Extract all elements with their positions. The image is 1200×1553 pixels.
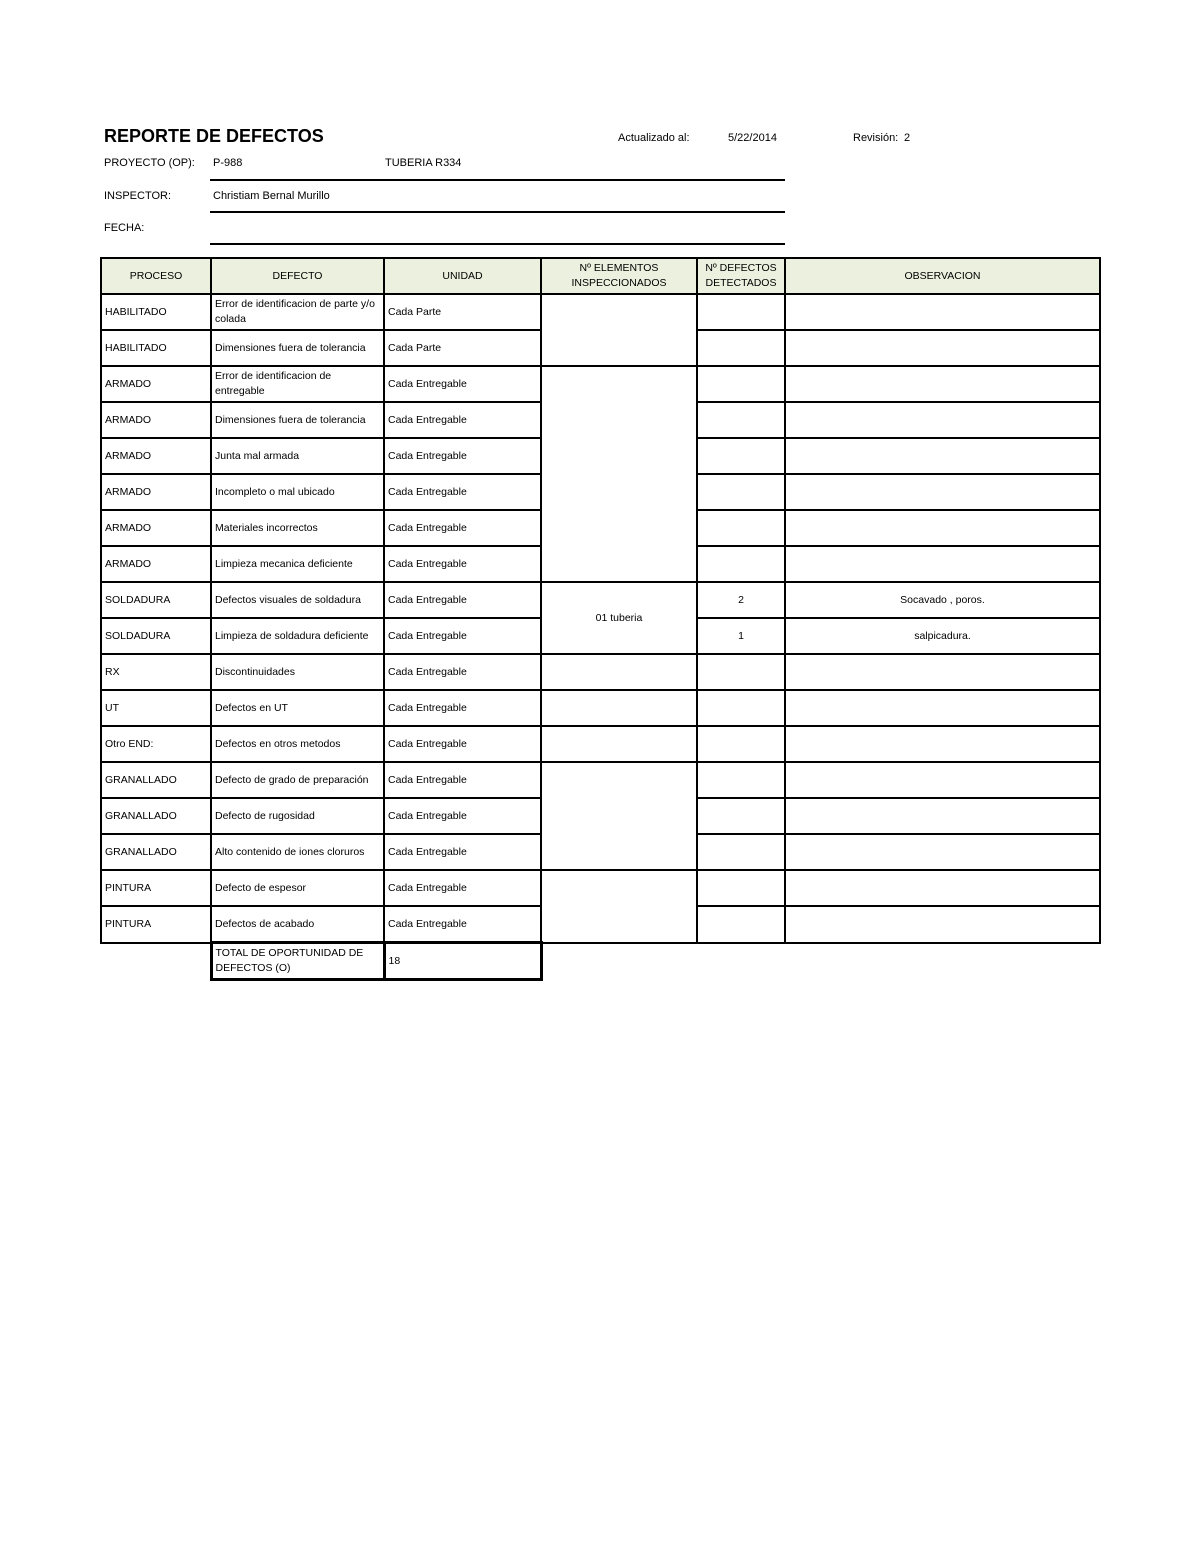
table-row bbox=[101, 726, 1100, 762]
project-underline bbox=[210, 179, 785, 181]
cell-proceso: PINTURA bbox=[101, 906, 211, 943]
table-row bbox=[101, 690, 1100, 726]
date-underline bbox=[210, 243, 785, 245]
cell-proceso: HABILITADO bbox=[101, 294, 211, 330]
cell-proceso: ARMADO bbox=[101, 546, 211, 582]
cell-detectados bbox=[697, 726, 785, 762]
cell-proceso: GRANALLADO bbox=[101, 762, 211, 798]
cell-unidad: Cada Entregable bbox=[384, 726, 541, 762]
cell-observacion bbox=[785, 726, 1100, 762]
cell-defecto: Defectos visuales de soldadura bbox=[211, 582, 384, 618]
project-label: PROYECTO (OP): bbox=[104, 157, 195, 169]
cell-detectados bbox=[697, 906, 785, 943]
cell-proceso: ARMADO bbox=[101, 510, 211, 546]
cell-unidad: Cada Entregable bbox=[384, 402, 541, 438]
cell-defecto: Junta mal armada bbox=[211, 438, 384, 474]
column-header-elementos: Nº ELEMENTOS INSPECCIONADOS bbox=[541, 258, 697, 294]
cell-observacion bbox=[785, 834, 1100, 870]
cell-observacion bbox=[785, 870, 1100, 906]
total-spacer bbox=[101, 943, 211, 980]
cell-detectados bbox=[697, 510, 785, 546]
cell-proceso: Otro END: bbox=[101, 726, 211, 762]
cell-unidad: Cada Entregable bbox=[384, 870, 541, 906]
cell-defecto: Limpieza de soldadura deficiente bbox=[211, 618, 384, 654]
cell-elementos: 01 tuberia bbox=[541, 582, 697, 654]
total-row bbox=[101, 943, 1100, 980]
cell-defecto: Incompleto o mal ubicado bbox=[211, 474, 384, 510]
table-row bbox=[101, 366, 1100, 402]
cell-proceso: PINTURA bbox=[101, 870, 211, 906]
cell-detectados bbox=[697, 762, 785, 798]
defects-table bbox=[100, 257, 1101, 981]
cell-unidad: Cada Entregable bbox=[384, 474, 541, 510]
cell-observacion bbox=[785, 798, 1100, 834]
cell-proceso: ARMADO bbox=[101, 366, 211, 402]
cell-defecto: Error de identificacion de parte y/o colada bbox=[211, 294, 384, 330]
cell-defecto: Defectos en UT bbox=[211, 690, 384, 726]
cell-proceso: SOLDADURA bbox=[101, 618, 211, 654]
inspector-label: INSPECTOR: bbox=[104, 190, 172, 202]
column-header-defecto: DEFECTO bbox=[211, 258, 384, 294]
cell-observacion bbox=[785, 690, 1100, 726]
cell-detectados bbox=[697, 402, 785, 438]
cell-detectados bbox=[697, 366, 785, 402]
column-header-detectados: Nº DEFECTOS DETECTADOS bbox=[697, 258, 785, 294]
cell-detectados bbox=[697, 330, 785, 366]
date-label: FECHA: bbox=[104, 222, 145, 234]
cell-detectados: 1 bbox=[697, 618, 785, 654]
cell-elementos bbox=[541, 690, 697, 726]
cell-observacion bbox=[785, 762, 1100, 798]
cell-unidad: Cada Entregable bbox=[384, 510, 541, 546]
cell-detectados bbox=[697, 798, 785, 834]
cell-detectados bbox=[697, 474, 785, 510]
cell-detectados bbox=[697, 870, 785, 906]
cell-unidad: Cada Parte bbox=[384, 330, 541, 366]
total-spacer bbox=[697, 943, 785, 980]
cell-proceso: RX bbox=[101, 654, 211, 690]
revision-label: Revisión: bbox=[853, 132, 899, 144]
cell-defecto: Dimensiones fuera de tolerancia bbox=[211, 330, 384, 366]
cell-proceso: HABILITADO bbox=[101, 330, 211, 366]
cell-elementos bbox=[541, 294, 697, 366]
inspector-underline bbox=[210, 211, 785, 213]
cell-observacion bbox=[785, 294, 1100, 330]
cell-elementos bbox=[541, 366, 697, 582]
cell-observacion bbox=[785, 438, 1100, 474]
cell-unidad: Cada Entregable bbox=[384, 618, 541, 654]
cell-unidad: Cada Entregable bbox=[384, 546, 541, 582]
cell-detectados bbox=[697, 834, 785, 870]
cell-elementos bbox=[541, 726, 697, 762]
table-row bbox=[101, 762, 1100, 798]
cell-proceso: ARMADO bbox=[101, 474, 211, 510]
cell-defecto: Defectos en otros metodos bbox=[211, 726, 384, 762]
cell-observacion bbox=[785, 330, 1100, 366]
cell-defecto: Dimensiones fuera de tolerancia bbox=[211, 402, 384, 438]
cell-defecto: Defectos de acabado bbox=[211, 906, 384, 943]
column-header-proceso: PROCESO bbox=[101, 258, 211, 294]
cell-unidad: Cada Entregable bbox=[384, 834, 541, 870]
cell-defecto: Materiales incorrectos bbox=[211, 510, 384, 546]
cell-observacion bbox=[785, 510, 1100, 546]
project-value: P-988 bbox=[213, 157, 243, 169]
cell-observacion: Socavado , poros. bbox=[785, 582, 1100, 618]
total-spacer bbox=[785, 943, 1100, 980]
cell-proceso: SOLDADURA bbox=[101, 582, 211, 618]
total-spacer bbox=[541, 943, 697, 980]
cell-defecto: Limpieza mecanica deficiente bbox=[211, 546, 384, 582]
cell-detectados bbox=[697, 690, 785, 726]
cell-defecto: Defecto de espesor bbox=[211, 870, 384, 906]
table-row bbox=[101, 654, 1100, 690]
cell-unidad: Cada Entregable bbox=[384, 798, 541, 834]
inspector-value: Christiam Bernal Murillo bbox=[213, 190, 330, 202]
cell-proceso: GRANALLADO bbox=[101, 834, 211, 870]
table-header-row bbox=[101, 258, 1100, 294]
cell-unidad: Cada Entregable bbox=[384, 582, 541, 618]
cell-unidad: Cada Entregable bbox=[384, 366, 541, 402]
cell-observacion bbox=[785, 474, 1100, 510]
cell-proceso: ARMADO bbox=[101, 438, 211, 474]
cell-defecto: Alto contenido de iones cloruros bbox=[211, 834, 384, 870]
cell-observacion: salpicadura. bbox=[785, 618, 1100, 654]
cell-defecto: Discontinuidades bbox=[211, 654, 384, 690]
cell-elementos bbox=[541, 870, 697, 943]
cell-defecto: Defecto de rugosidad bbox=[211, 798, 384, 834]
updated-value: 5/22/2014 bbox=[728, 132, 777, 144]
cell-unidad: Cada Entregable bbox=[384, 438, 541, 474]
total-value: 18 bbox=[384, 943, 541, 980]
cell-observacion bbox=[785, 366, 1100, 402]
revision-value: 2 bbox=[904, 132, 911, 144]
cell-unidad: Cada Entregable bbox=[384, 906, 541, 943]
table-row bbox=[101, 294, 1100, 330]
updated-label: Actualizado al: bbox=[618, 132, 690, 144]
cell-observacion bbox=[785, 906, 1100, 943]
cell-defecto: Error de identificacion de entregable bbox=[211, 366, 384, 402]
cell-observacion bbox=[785, 654, 1100, 690]
table-body bbox=[101, 294, 1100, 980]
cell-proceso: UT bbox=[101, 690, 211, 726]
cell-unidad: Cada Entregable bbox=[384, 690, 541, 726]
cell-unidad: Cada Parte bbox=[384, 294, 541, 330]
cell-detectados bbox=[697, 438, 785, 474]
table-row bbox=[101, 870, 1100, 906]
project-description: TUBERIA R334 bbox=[385, 157, 462, 169]
cell-defecto: Defecto de grado de preparación bbox=[211, 762, 384, 798]
cell-elementos bbox=[541, 654, 697, 690]
table-row bbox=[101, 582, 1100, 618]
cell-proceso: ARMADO bbox=[101, 402, 211, 438]
column-header-unidad: UNIDAD bbox=[384, 258, 541, 294]
cell-observacion bbox=[785, 402, 1100, 438]
cell-proceso: GRANALLADO bbox=[101, 798, 211, 834]
cell-unidad: Cada Entregable bbox=[384, 762, 541, 798]
cell-observacion bbox=[785, 546, 1100, 582]
cell-elementos bbox=[541, 762, 697, 870]
cell-detectados bbox=[697, 546, 785, 582]
column-header-observacion: OBSERVACION bbox=[785, 258, 1100, 294]
cell-unidad: Cada Entregable bbox=[384, 654, 541, 690]
cell-detectados: 2 bbox=[697, 582, 785, 618]
cell-detectados bbox=[697, 294, 785, 330]
cell-detectados bbox=[697, 654, 785, 690]
report-title: REPORTE DE DEFECTOS bbox=[104, 126, 324, 146]
total-label: TOTAL DE OPORTUNIDAD DE DEFECTOS (O) bbox=[211, 943, 384, 980]
